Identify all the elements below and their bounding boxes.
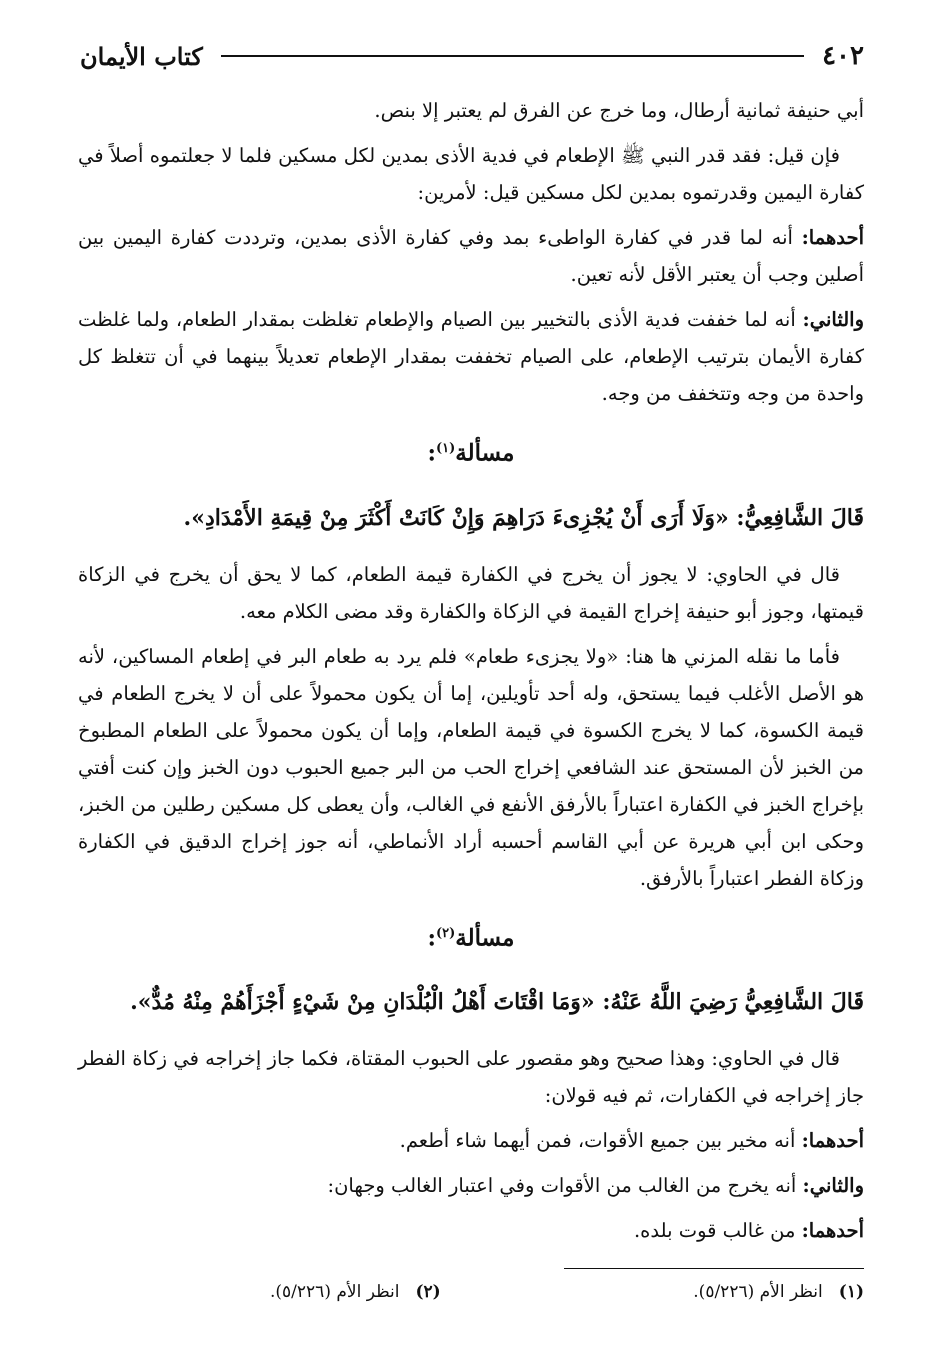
footnote: (٢) انظر الأم (٥/٢٢٦).: [270, 1282, 441, 1302]
footnote-ref: (١): [436, 441, 456, 456]
running-title: كتاب الأيمان: [80, 41, 203, 71]
paragraph: قال في الحاوي: لا يجوز أن يخرج في الكفارة قيمة الطعام، كما لا يحق أن يخرج في الزكاة قيمتها، وجوز أبو حنيفة إخراج القيمة في الزكاة والكفارة وقد مضى الكلام معه.: [78, 562, 864, 623]
paragraph: أبي حنيفة ثمانية أرطال، وما خرج عن الفرق لم يعتبر إلا بنص.: [374, 99, 864, 122]
footnote-rule: [564, 1268, 864, 1269]
paragraph: فإن قيل: فقد قدر النبي ﷺ الإطعام في فدية الأذى بمدين لكل مسكين فلما لا جعلتموه أصلاً في كفارة اليمين وقدرتموه بمدين لكل مسكين قيل: لأمرين:: [78, 144, 864, 204]
paragraph-label: أحدهما:: [801, 1219, 864, 1243]
quote-shafii: قَالَ الشَّافِعِيُّ: «وَلَا أَرَى أَنْ يُجْزِىءَ دَرَاهِمَ وَإِنْ كَانَتْ أَكْثَرَ مِنْ قِيمَةِ الأَمْدَادِ».: [183, 504, 864, 531]
paragraph: والثاني: أنه يخرج من الغالب من الأقوات وفي اعتبار الغالب وجهان:: [327, 1174, 864, 1198]
footnote: (١) انظر الأم (٥/٢٢٦).: [693, 1282, 864, 1302]
section-heading: مسألة$^{(٢)}$:: [427, 924, 515, 952]
body-text: [78, 92, 864, 1257]
paragraph-label: أحدهما:: [801, 1129, 864, 1153]
paragraph-label: والثاني:: [802, 308, 864, 331]
page-header: [80, 36, 864, 76]
footnote-ref: (٢): [436, 925, 456, 941]
header-rule: [221, 55, 804, 57]
quote-shafii: قَالَ الشَّافِعِيُّ رَضِيَ اللَّهُ عَنْهُ: «وَمَا اقْتَاتَ أَهْلُ الْبُلْدَانِ مِنْ شَيْءٍ أَجْزَأَهُمْ مِنْهُ مُدٌّ».: [130, 989, 864, 1016]
paragraph: أحدهما: أنه مخير بين جميع الأقوات، فمن أيهما شاء أطعم.: [399, 1129, 864, 1153]
paragraph: فأما ما نقله المزني ها هنا: «ولا يجزىء طعام» فلم يرد به طعام البر في إطعام المساكين، لأنه هو الأصل الأغلب فيما يستحق، وله أحد تأويلين، إما أن يكون محمولاً على أن لا يخرج الطعام في قيمة الكسوة، كما لا يخرج الكسوة في قيمة الطعام، وإما أن يكون محمولاً على الطعام المطبوخ من الخبز لأن المستحق عند الشافعي إخراج الحب من البر جميع الحبوب دون الخبز وإن كنت أفتي بإخراج الخبز في الكفارة اعتباراً بالأرفق الأنفع في الغالب، وأن يعطى كل مسكين رطلين من الخبز، وحكى ابن أبي هريرة عن أبي القاسم أحسبه أراد الأنماطي، أنه جوز إخراج الدقيق في الكفارة وزكاة الفطر اعتباراً بالأرفق.: [78, 644, 864, 890]
paragraph-label: والثاني:: [802, 1174, 864, 1198]
paragraph: قال في الحاوي: وهذا صحيح وهو مقصور على الحبوب المقتاة، فكما جاز إخراجه في زكاة الفطر جاز إخراجه في الكفارات، ثم فيه قولان:: [78, 1047, 864, 1108]
section-heading: مسألة$^{(١)}$:: [427, 439, 515, 467]
footnotes: [270, 1282, 864, 1302]
paragraph: أحدهما: أنه لما قدر في كفارة الواطىء بمد وفي كفارة الأذى بمدين، وترددت كفارة اليمين بين أصلين وجب أن يعتبر الأقل لأنه تعين.: [78, 226, 864, 286]
paragraph: أحدهما: من غالب قوت بلده.: [633, 1219, 864, 1243]
page-number: ٤٠٢: [822, 41, 864, 71]
paragraph-label: أحدهما:: [801, 226, 864, 249]
paragraph: والثاني: أنه لما خففت فدية الأذى بالتخيير بين الصيام والإطعام تغلظت بمقدار الطعام، ولما غلظت كفارة الأيمان بترتيب الإطعام، على الصيام تخففت بمقدار الإطعام تعديلاً بينهما في أن تتغلظ كل واحدة من وجه وتتخفف من وجه.: [78, 308, 864, 405]
